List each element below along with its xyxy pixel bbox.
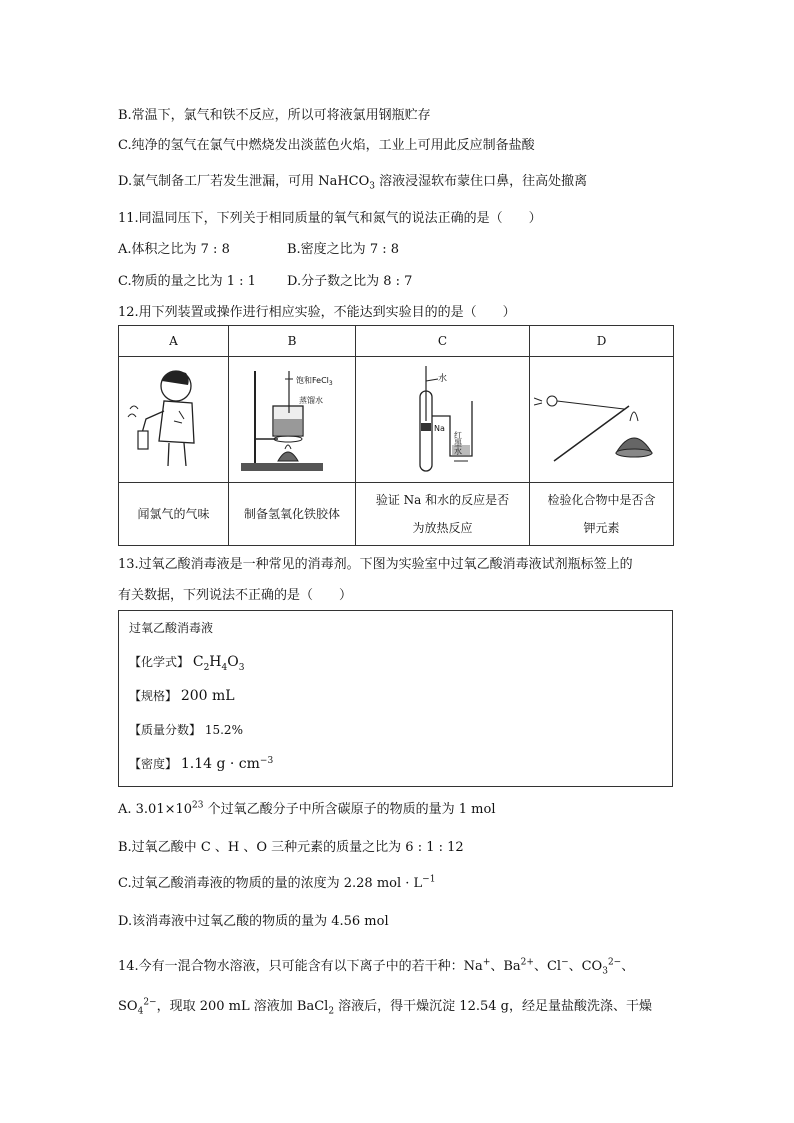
q12-figure-b — [229, 357, 356, 483]
fig-c-label-water: 水 — [437, 373, 447, 384]
fig-b-label-fecl3: 饱和FeCl$_3$ — [296, 375, 333, 387]
fig-c-label-na: Na — [433, 423, 445, 433]
flame-test-figure — [534, 361, 669, 476]
q13-option-b: B.过氧乙酸中 C 、H 、O 三种元素的质量之比为 6 : 1 : 12 — [118, 840, 464, 855]
label-title: 过氧乙酸消毒液 — [129, 621, 214, 635]
label-formula: 【化学式】 $C_2H_4O_3$ — [129, 654, 245, 673]
q12-figure-d — [530, 357, 674, 483]
q12-caption-d: 检验化合物中是否含钾元素 — [530, 483, 674, 546]
colloid-apparatus-figure — [233, 361, 351, 476]
q12-figure-a — [119, 357, 229, 483]
reagent-label — [118, 610, 673, 787]
q12-header-a: A — [119, 326, 229, 357]
label-density: 【密度】 1.14 $g \cdot cm^{-3}$ — [129, 756, 274, 772]
q12-header-d: D — [530, 326, 674, 357]
q12-header-b: B — [229, 326, 356, 357]
q13-option-a: A. $3.01\times 10^{23}$ 个过氧乙酸分子中所含碳原子的物质的量为 1 mol — [118, 800, 496, 817]
q13-option-c: C.过氧乙酸消毒液的物质的量的浓度为 2.28 mol · $L^{-1}$ — [118, 874, 436, 891]
fig-b-label-water: 蒸馏水 — [299, 395, 323, 405]
fig-c-label-ink: 红墨水 — [453, 430, 462, 455]
q12-table — [118, 325, 674, 546]
q11-option-a: A.体积之比为 7 : 8 — [118, 242, 230, 257]
label-spec: 【规格】 200 mL — [129, 688, 235, 704]
q11-stem: 11.同温同压下，下列关于相同质量的氧气和氮气的说法正确的是（ ） — [118, 211, 542, 226]
na-water-apparatus-figure — [368, 361, 518, 476]
q11-option-c: C.物质的量之比为 1 : 1 — [118, 274, 256, 289]
q11-option-d: D.分子数之比为 8 : 7 — [287, 274, 413, 289]
label-mass-fraction: 【质量分数】 15.2% — [129, 723, 243, 737]
q13-stem-line2: 有关数据，下列说法不正确的是（ ） — [118, 588, 353, 603]
q12-figure-c — [356, 357, 530, 483]
child-smelling-gas-figure — [124, 361, 224, 476]
q13-stem-line1: 13.过氧乙酸消毒液是一种常见的消毒剂。下图为实验室中过氧乙酸消毒液试剂瓶标签上的 — [118, 557, 633, 572]
q14-line2: $SO_4^{2-}$，现取 200 mL 溶液加 BaCl$_2$ 溶液后，得干燥沉淀 12.54 g，经足量盐酸洗涤、干燥 — [118, 997, 652, 1017]
q12-stem: 12.用下列装置或操作进行相应实验，不能达到实验目的的是（ ） — [118, 305, 516, 320]
q12-caption-c: 验证 Na 和水的反应是否为放热反应 — [356, 483, 530, 546]
q10-option-c: C.纯净的氢气在氯气中燃烧发出淡蓝色火焰，工业上可用此反应制备盐酸 — [118, 138, 535, 153]
q12-header-c: C — [356, 326, 530, 357]
q11-option-b: B.密度之比为 7 : 8 — [287, 242, 400, 257]
q13-option-d: D.该消毒液中过氧乙酸的物质的量为 4.56 mol — [118, 914, 389, 929]
q12-caption-a: 闻氯气的气味 — [119, 483, 229, 546]
q10-option-b: B.常温下，氯气和铁不反应，所以可将液氯用钢瓶贮存 — [118, 108, 431, 123]
q14-line1: 14.今有一混合物水溶液，只可能含有以下离子中的若干种：Na+、$Ba^{2+}$、Cl−、$CO_3^{2-}$、 — [118, 957, 635, 977]
q10-option-d: D.氯气制备工厂若发生泄漏，可用 NaHCO$_3$ 溶液浸湿软布蒙住口鼻，往高处撤离 — [118, 174, 588, 192]
q12-caption-b: 制备氢氧化铁胶体 — [229, 483, 356, 546]
